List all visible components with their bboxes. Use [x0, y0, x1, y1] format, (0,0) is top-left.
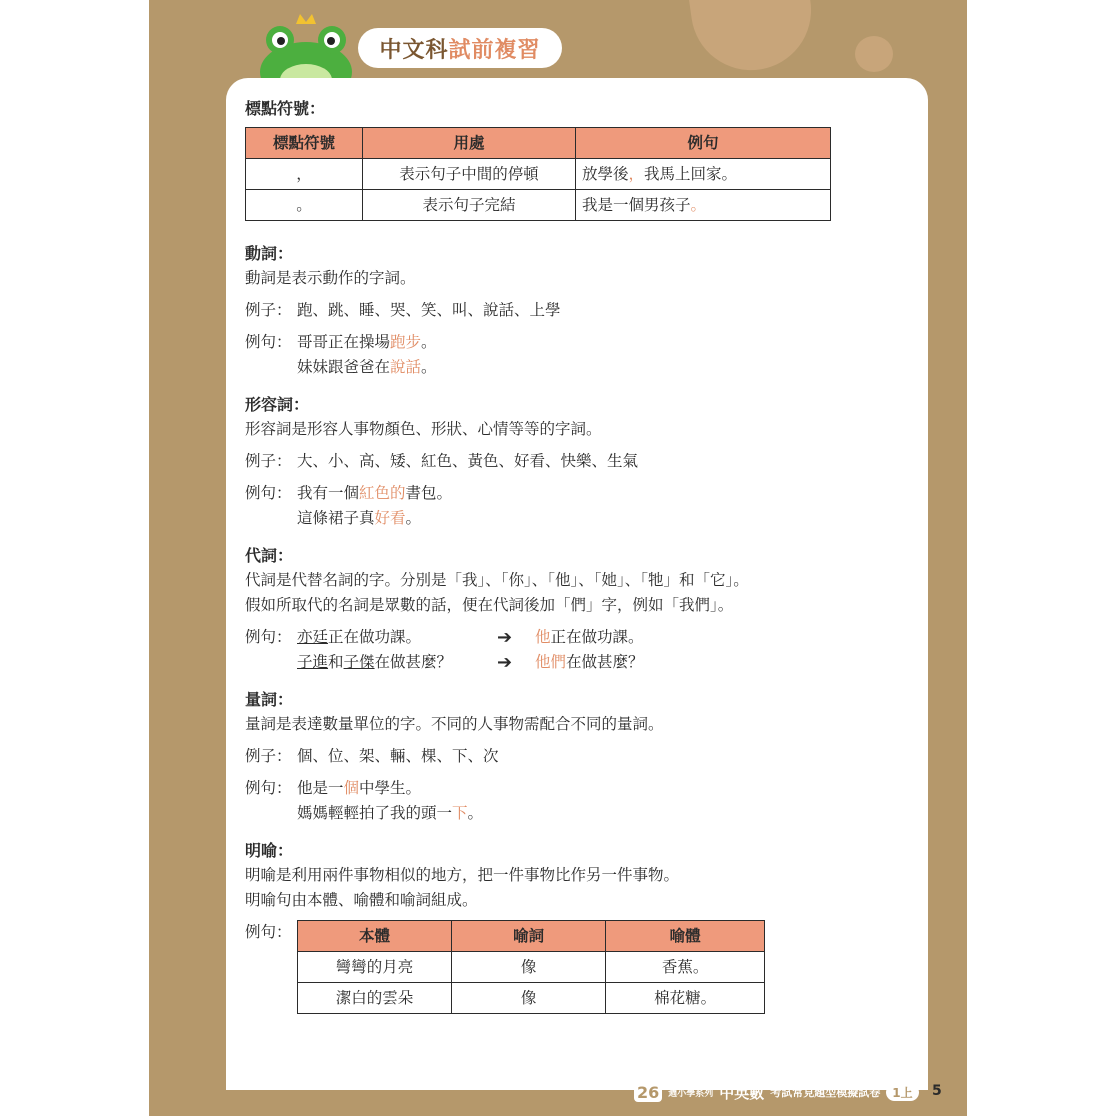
arrow-icon: ➔ — [497, 627, 513, 648]
simile-table — [297, 920, 765, 1014]
text: 正在做功課。 — [550, 628, 644, 646]
underlined-word: 亦廷 — [297, 628, 329, 646]
label: 例子： — [245, 747, 292, 765]
table-header: 喻詞 — [452, 921, 606, 952]
highlight-word: 下 — [452, 804, 468, 822]
grade-badge: 1上 — [886, 1084, 918, 1101]
sentence — [297, 625, 497, 650]
simile-section — [245, 838, 905, 1014]
sentence — [297, 481, 452, 506]
text: 。 — [467, 804, 484, 822]
table-cell: 彎彎的月亮 — [298, 952, 452, 983]
examples-list: 個、位、架、輛、棵、下、次 — [297, 747, 499, 765]
page-number: 5 — [932, 1083, 942, 1099]
sentences — [297, 330, 437, 380]
sentences — [297, 481, 452, 531]
sentences-row — [245, 920, 905, 1014]
label: 例子： — [245, 452, 292, 470]
text: 這條裙子真 — [297, 509, 375, 527]
text: 在做甚麼？ — [566, 653, 644, 671]
text: 中學生。 — [359, 779, 422, 797]
text: 在做甚麼？ — [374, 653, 453, 671]
page-title — [358, 28, 562, 68]
footer — [634, 1080, 919, 1104]
sentences-row — [245, 481, 905, 531]
table-row — [246, 190, 831, 221]
label: 例句： — [245, 484, 292, 502]
definition: 形容詞是形容人事物顏色、形狀、心情等等的字詞。 — [245, 420, 602, 438]
highlight-word: 他 — [535, 628, 551, 646]
examples-row — [245, 298, 905, 323]
label: 例句： — [245, 779, 292, 797]
table-row — [298, 952, 765, 983]
sentence — [297, 776, 483, 801]
table-header: 用處 — [363, 128, 576, 159]
definition: 動詞是表示動作的字詞。 — [245, 269, 416, 287]
text: 。 — [421, 333, 437, 351]
underlined-word: 子傑 — [343, 653, 375, 671]
highlight-mark: 。 — [690, 195, 707, 214]
table-cell — [576, 159, 831, 190]
text: 和 — [328, 653, 344, 671]
sentence — [535, 625, 735, 650]
table-cell: 。 — [246, 190, 363, 221]
adjectives-section — [245, 392, 905, 531]
table-cell: ， — [246, 159, 363, 190]
leaf-decoration-small — [855, 36, 893, 72]
sentences — [297, 776, 483, 826]
sentence — [297, 801, 483, 826]
definition: 明喻句由本體、喻體和喻詞組成。 — [245, 891, 478, 909]
text: 正在做功課。 — [328, 628, 422, 646]
table-cell: 潔白的雲朵 — [298, 983, 452, 1014]
examples-list: 跑、跳、睡、哭、笑、叫、說話、上學 — [297, 301, 561, 319]
table-header-row — [246, 128, 831, 159]
highlight-word: 說話 — [390, 358, 422, 376]
title-subject: 中文科 — [379, 37, 449, 63]
series-logo: 26 — [634, 1083, 662, 1102]
definition: 明喻是利用兩件事物相似的地方，把一件事物比作另一件事物。 — [245, 866, 680, 884]
measure-words-section — [245, 687, 905, 826]
table-row — [246, 159, 831, 190]
label: 例句： — [245, 628, 292, 646]
definition: 代詞是代替名詞的字。分別是「我」、「你」、「他」、「她」、「牠」和「它」。 — [245, 571, 749, 589]
underlined-word: 子進 — [297, 653, 329, 671]
sentences-row — [245, 330, 905, 380]
pronouns-section — [245, 543, 905, 675]
table-cell: 像 — [452, 983, 606, 1014]
text: 。 — [405, 509, 422, 527]
section-heading: 標點符號： — [245, 99, 326, 118]
punctuation-section — [245, 96, 905, 221]
section-heading: 明喻： — [245, 841, 294, 860]
definition: 量詞是表達數量單位的字。不同的人事物需配合不同的量詞。 — [245, 715, 664, 733]
table-header: 例句 — [576, 128, 831, 159]
sentences-row — [245, 776, 905, 826]
table-cell: 表示句子完結 — [363, 190, 576, 221]
section-heading: 量詞： — [245, 690, 294, 709]
sentences-grid — [245, 625, 905, 675]
table-row — [298, 983, 765, 1014]
table-cell: 香蕉。 — [606, 952, 765, 983]
sentence — [297, 506, 452, 531]
highlight-word: 個 — [343, 779, 360, 797]
sentence — [535, 650, 735, 675]
highlight-mark: ， — [628, 164, 645, 183]
highlight-word: 好看 — [374, 509, 406, 527]
text: 我有一個 — [297, 484, 360, 502]
label: 例子： — [245, 301, 292, 319]
book-name: 中英數 — [719, 1083, 765, 1102]
section-heading: 形容詞： — [245, 395, 310, 414]
arrow-icon: ➔ — [497, 652, 513, 673]
table-cell: 像 — [452, 952, 606, 983]
table-cell: 表示句子中間的停頓 — [363, 159, 576, 190]
highlight-word: 紅色的 — [359, 484, 406, 502]
label: 例句： — [245, 333, 292, 351]
section-heading: 動詞： — [245, 244, 294, 263]
series-name: 週小學系列 — [668, 1088, 714, 1099]
example-text: 放學後 — [582, 164, 629, 183]
content-area — [245, 96, 905, 1014]
table-header: 本體 — [298, 921, 452, 952]
text: 他是一 — [297, 779, 344, 797]
punctuation-table — [245, 127, 831, 221]
text: 哥哥正在操場 — [297, 333, 391, 351]
sentence — [297, 355, 437, 380]
table-cell: 棉花糖。 — [606, 983, 765, 1014]
examples-list: 大、小、高、矮、紅色、黃色、好看、快樂、生氣 — [297, 452, 639, 470]
examples-row — [245, 449, 905, 474]
table-cell — [576, 190, 831, 221]
table-header: 標點符號 — [246, 128, 363, 159]
text: 妹妹跟爸爸在 — [297, 358, 391, 376]
label: 例句： — [245, 923, 292, 941]
verbs-section — [245, 241, 905, 380]
table-header-row — [298, 921, 765, 952]
table-header: 喻體 — [606, 921, 765, 952]
title-revision: 試前複習 — [448, 37, 541, 63]
text: 書包。 — [405, 484, 453, 502]
sentence — [297, 330, 437, 355]
section-heading: 代詞： — [245, 546, 294, 565]
definition: 假如所取代的名詞是眾數的話，便在代詞後加「們」字，例如「我們」。 — [245, 596, 734, 614]
example-text: 我是一個男孩子 — [582, 195, 691, 214]
book-subtitle: 考試常見題型模擬試卷 — [770, 1086, 881, 1099]
highlight-word: 他們 — [535, 653, 567, 671]
text: 。 — [421, 358, 437, 376]
text: 媽媽輕輕拍了我的頭一 — [297, 804, 453, 822]
examples-row — [245, 744, 905, 769]
example-text: 我馬上回家。 — [644, 164, 738, 183]
sentence — [297, 650, 497, 675]
highlight-word: 跑步 — [390, 333, 422, 351]
